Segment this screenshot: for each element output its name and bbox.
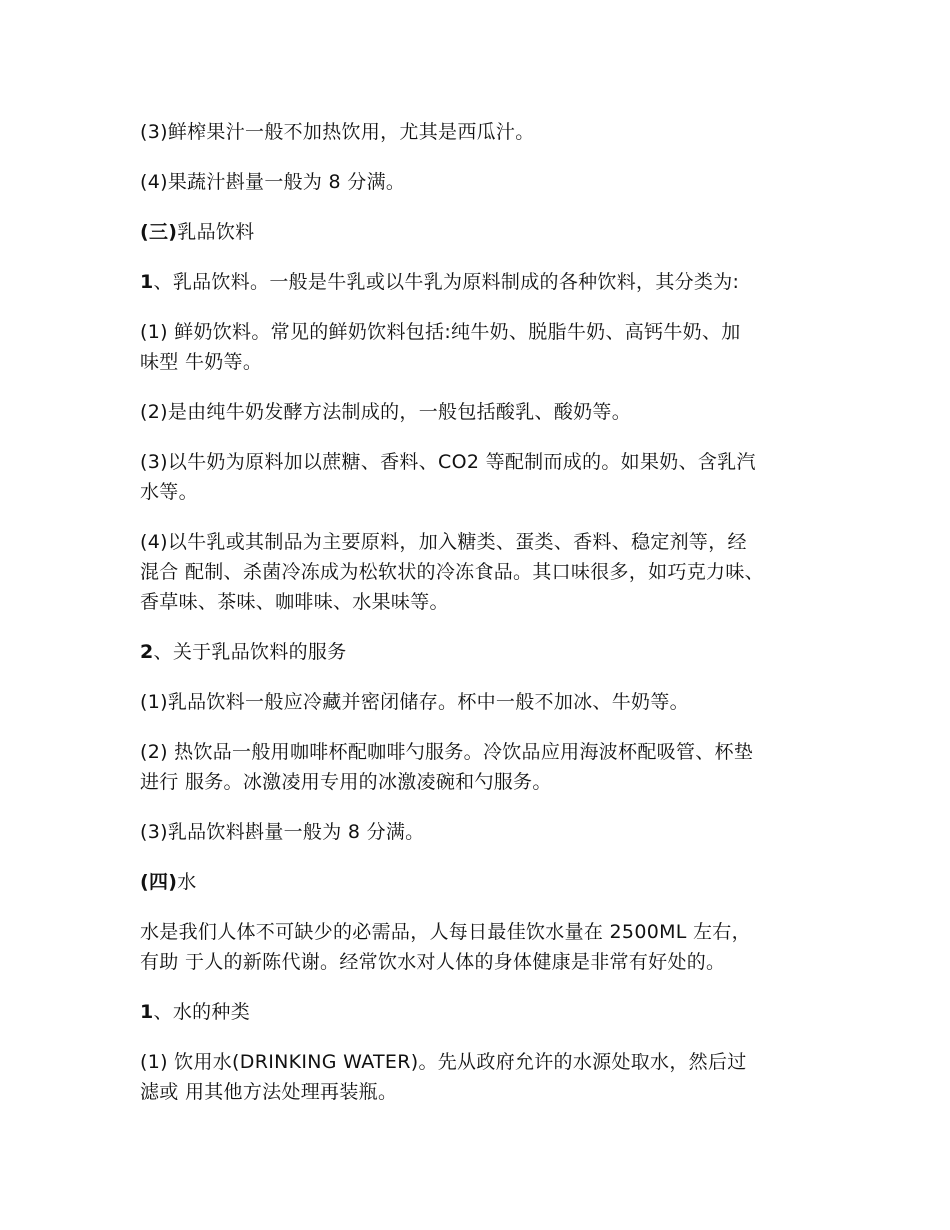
paragraph-flavored-milk — [140, 447, 820, 507]
paragraph-water-intro — [140, 917, 820, 977]
item-number: 1 — [140, 1001, 154, 1023]
text-line: (1)乳品饮料一般应冷藏并密闭储存。杯中一般不加冰、牛奶等。 — [140, 691, 689, 713]
paragraph-juice-pour-amount — [140, 167, 820, 197]
text-line: 水等。 — [140, 481, 198, 503]
paragraph-fermented-milk — [140, 397, 820, 427]
text-line: (4)以牛乳或其制品为主要原料，加入糖类、蛋类、香料、稳定剂等，经 — [140, 531, 747, 553]
section-number: (三) — [140, 221, 178, 243]
subsection-dairy-service — [140, 637, 820, 667]
section-title: 水 — [177, 871, 197, 893]
paragraph-frozen-dairy — [140, 527, 820, 617]
paragraph-fresh-juice-heating — [140, 117, 820, 147]
text-line: 水是我们人体不可缺少的必需品，人每日最佳饮水量在 2500ML 左右， — [140, 921, 751, 943]
text-line: 有助 于人的新陈代谢。经常饮水对人体的身体健康是非常有好处的。 — [140, 951, 726, 973]
item-text: 、水的种类 — [153, 1001, 251, 1023]
text-line: (3)以牛奶为原料加以蔗糖、香料、CO2 等配制而成的。如果奶、含乳汽 — [140, 451, 756, 473]
item-number: 2 — [140, 641, 154, 663]
text-line: (4)果蔬汁斟量一般为 8 分满。 — [140, 171, 406, 193]
text-line: (2) 热饮品一般用咖啡杯配咖啡勺服务。冷饮品应用海波杯配吸管、杯垫 — [140, 741, 754, 763]
section-number: (四) — [140, 871, 178, 893]
section-title: 乳品饮料 — [177, 221, 255, 243]
item-number: 1 — [140, 271, 154, 293]
paragraph-dairy-storage — [140, 687, 820, 717]
text-line: 混合 配制、杀菌冷冻成为松软状的冷冻食品。其口味很多，如巧克力味、 — [140, 561, 764, 583]
paragraph-fresh-milk-drinks — [140, 317, 820, 377]
item-text: 、关于乳品饮料的服务 — [153, 641, 347, 663]
subsection-dairy-drinks-definition — [140, 267, 820, 297]
text-line: 味型 牛奶等。 — [140, 351, 263, 373]
text-line: (2)是由纯牛奶发酵方法制成的，一般包括酸乳、酸奶等。 — [140, 401, 632, 423]
paragraph-dairy-pour-amount — [140, 817, 820, 847]
document-body — [140, 117, 820, 1127]
item-text: 、乳品饮料。一般是牛乳或以牛乳为原料制成的各种饮料，其分类为: — [153, 271, 740, 293]
section-heading-water — [140, 867, 820, 897]
text-line: (1) 鲜奶饮料。常见的鲜奶饮料包括:纯牛奶、脱脂牛奶、高钙牛奶、加 — [140, 321, 741, 343]
paragraph-drinking-water — [140, 1047, 820, 1107]
text-line: (3)乳品饮料斟量一般为 8 分满。 — [140, 821, 425, 843]
text-line: (3)鲜榨果汁一般不加热饮用，尤其是西瓜汁。 — [140, 121, 535, 143]
text-line: (1) 饮用水(DRINKING WATER)。先从政府允许的水源处取水，然后过 — [140, 1051, 747, 1073]
text-line: 滤或 用其他方法处理再装瓶。 — [140, 1081, 398, 1103]
text-line: 香草味、茶味、咖啡味、水果味等。 — [140, 591, 449, 613]
text-line: 进行 服务。冰激凌用专用的冰激凌碗和勺服务。 — [140, 771, 552, 793]
subsection-water-types — [140, 997, 820, 1027]
paragraph-hot-cold-service — [140, 737, 820, 797]
section-heading-dairy-drinks — [140, 217, 820, 247]
